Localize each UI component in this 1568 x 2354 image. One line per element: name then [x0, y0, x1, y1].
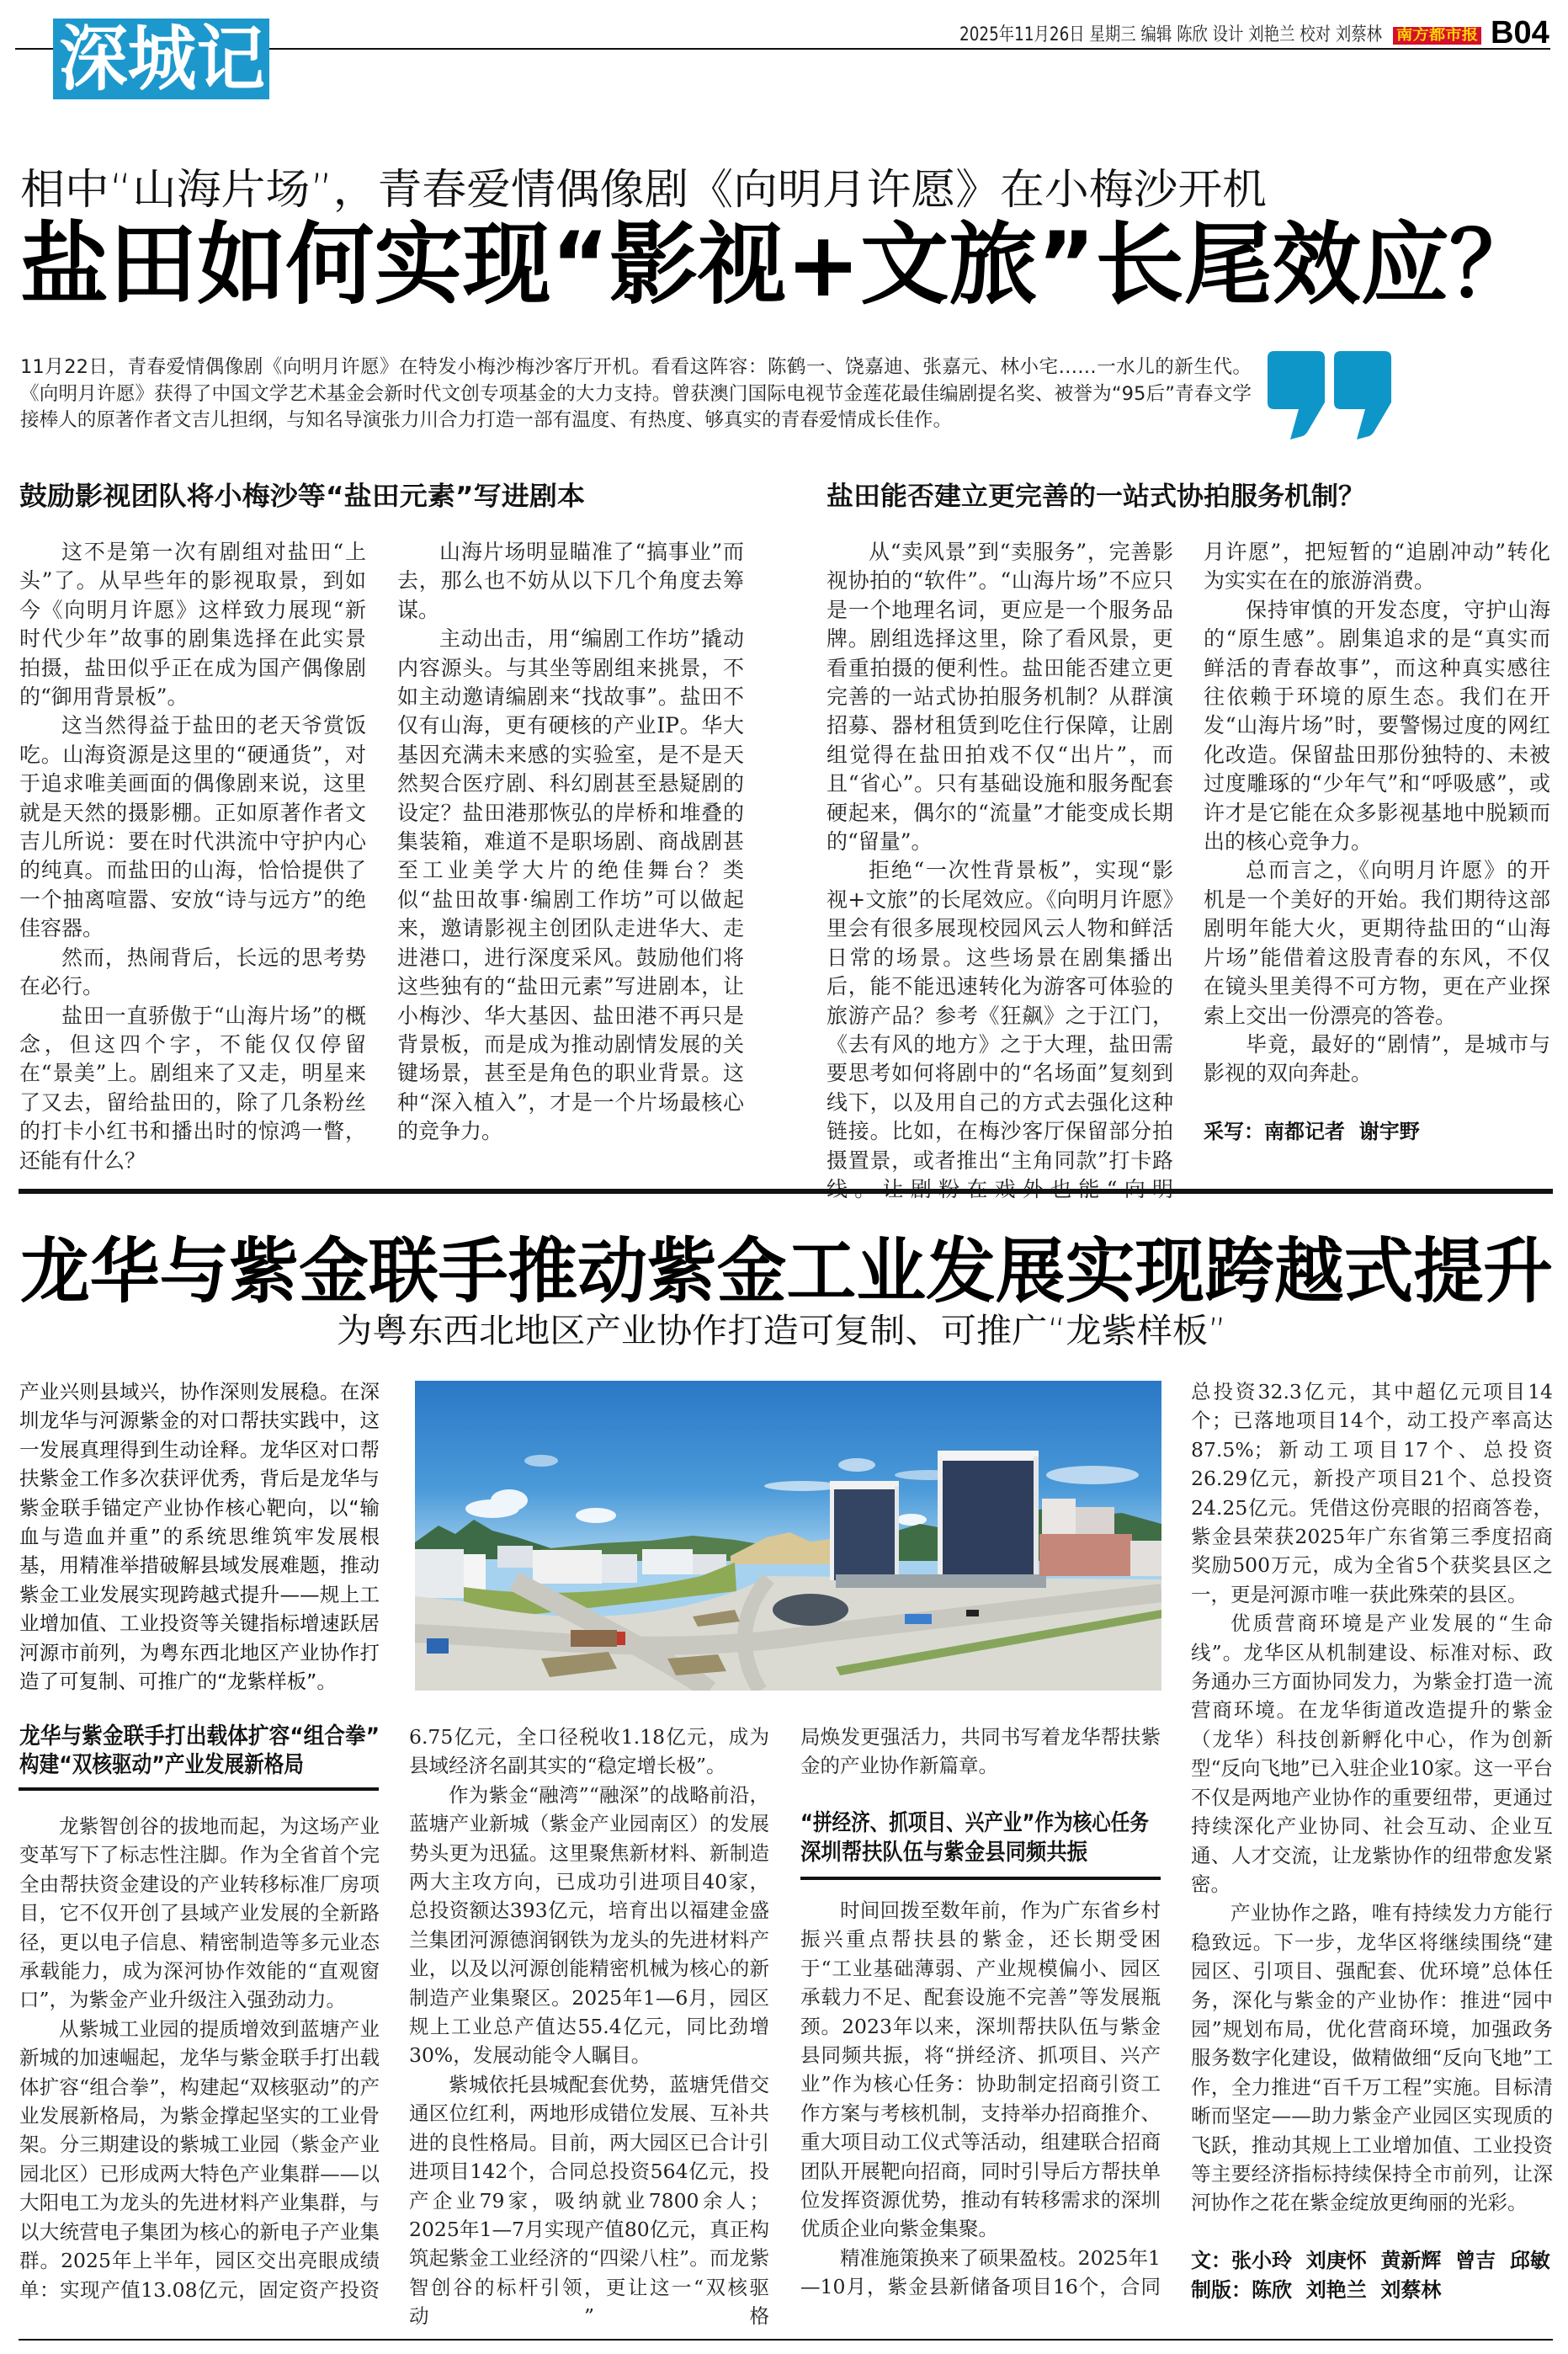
- truck: [427, 1638, 449, 1654]
- tower-right: [941, 1457, 1035, 1584]
- cloud: [524, 1455, 558, 1467]
- subhead-rule: [800, 1877, 1161, 1880]
- tower-left-edge: [895, 1486, 899, 1580]
- newspaper-logo-text: 南方都市报: [1396, 27, 1478, 44]
- cloud: [896, 1514, 927, 1526]
- paragraph-continued: 6.75亿元，全口径税收1.18亿元，成为县域经济名副其实的“稳定增长极”。: [409, 1725, 769, 1778]
- credit-name: 刘蔡林: [1335, 24, 1382, 45]
- tower-left-edge: [830, 1486, 834, 1580]
- article1-byline: 采写：南都记者 谢宇野: [1204, 1120, 1420, 1144]
- article2-headline: 龙华与紫金联手推动紫金工业发展实现跨越式提升: [20, 1229, 1553, 1313]
- paragraph-continued: 总投资32.3亿元，其中超亿元项目14个；已落地项目14个，动工投产率高达87.5%；新动工项目17个、总投资26.29亿元，新投产项目21个、总投资24.25亿元。凭借这份亮眼的招商答卷，紫金县荣获2025年广东省第三季度招商奖励500万元，成为全省5个获奖县区之一，更是河源市唯一获此殊荣的县区。: [1191, 1380, 1553, 1606]
- building: [497, 1546, 533, 1568]
- paragraph: 保持审慎的开发态度，守护山海的“原生感”。剧集追求的是“真实而鲜活的青春故事”，而这种真实感往往依赖于环境的原生态。我们在开发“山海片场”时，要警惕过度的网红化改造。保留盐田那份独特的、未被过度雕琢的“少年气”和“呼吸感”，或许才是它能在众多影视基地中脱颖而出的核心竞争力。: [1204, 597, 1550, 855]
- building: [464, 1554, 486, 1593]
- tower-left-top: [830, 1481, 899, 1489]
- subhead-rule: [19, 1787, 379, 1791]
- building: [533, 1550, 602, 1584]
- article2-column-3: [800, 1723, 1161, 2302]
- cloud: [764, 1481, 840, 1491]
- paragraph: 毕竟，最好的“剧情”，是城市与影视的双向奔赴。: [1204, 1031, 1550, 1086]
- article1-kicker: 相中“山海片场”，青春爱情偶像剧《向明月许愿》在小梅沙开机: [20, 165, 1267, 214]
- paragraph: 然而，热闹背后，长远的思考势在必行。: [19, 945, 366, 999]
- subhead-line: 深圳帮扶队伍与紫金县同频共振: [800, 1839, 1087, 1866]
- paragraph: 总而言之，《向明月许愿》的开机是一个美好的开始。我们期待这部剧明年能大火，更期待盐田的“山海片场”能借着这股青春的东风，不仅在镜头里美得不可方物，更在产业探索上交出一份漂亮的答卷。: [1204, 858, 1550, 1028]
- paragraph: 时间回拨至数年前，作为广东省乡村振兴重点帮扶县的紫金，还长期受困于“工业基础薄弱、产业规模偏小、园区承载力不足、配套设施不完善”等发展瓶颈。2023年以来，深圳帮扶队伍与紫金县同频共振，将“拼经济、抓项目、兴产业”作为核心任务：协助制定招商引资工作方案与考核机制，支持举办招商推介、重大项目动工仪式等活动，组建联合招商团队开展靶向招商，同时引导后方帮扶单位发挥资源优势，推动有转移需求的深圳优质企业向紫金集聚。: [800, 1899, 1161, 2241]
- byline-layout: 制版：陈欣 刘艳兰 刘蔡林: [1191, 2277, 1442, 2302]
- credit-role: 设计: [1212, 24, 1244, 45]
- article2-subhead-2: [800, 1809, 1161, 1867]
- subhead-line: 构建“双核驱动”产业发展新格局: [19, 1752, 304, 1779]
- paragraph-continued: 局焕发更强活力，共同书写着龙华帮扶紫金的产业协作新篇章。: [800, 1725, 1161, 1778]
- credit-name: 陈欣: [1177, 24, 1208, 45]
- building: [642, 1549, 693, 1574]
- paragraph: 优质营商环境是产业发展的“生命线”。龙华区从机制建设、标准对标、政务通办三方面协同发力，为紫金打造一流营商环境。在龙华街道改造提升的紫金（龙华）科技创新孵化中心，作为创新型“反向飞地”已入驻企业10家。这一平台不仅是两地产业协作的重要纽带，更通过持续深化产业协同、社会互动、企业互通、人才交流，让龙紫协作的纽带愈发紧密。: [1191, 1611, 1553, 1896]
- photo-pond: [773, 1594, 848, 1626]
- article2-subtitle: 为粤东西北地区产业协作打造可复制、可推广“龙紫样板”: [337, 1312, 1226, 1350]
- section-badge: [53, 19, 269, 99]
- article1-subhead-2: 盐田能否建立更完善的一站式协拍服务机制？: [827, 482, 1365, 512]
- credit-name: 刘艳兰: [1248, 24, 1295, 45]
- cloud: [1046, 1466, 1139, 1484]
- cloud: [576, 1508, 616, 1523]
- newspaper-logo: [1393, 27, 1481, 45]
- tower-right-edge: [938, 1457, 943, 1584]
- article1-subhead-1: 鼓励影视团队将小梅沙等“盐田元素”写进剧本: [19, 482, 585, 512]
- byline-writers: 文：张小玲 刘庚怀 黄新辉 曾吉 邱敏: [1191, 2249, 1550, 2273]
- paragraph: 拒绝“一次性背景板”，实现“影视+文旅”的长尾效应。《向明月许愿》里会有很多展现校园风云人物和鲜活日常的场景。这些场景在剧集播出后，能不能迅速转化为游客可体验的旅游产品？参考《狂飙》之于江门，《去有风的地方》之于大理，盐田需要思考如何将剧中的“名场面”复刻到线下，以及用自己的方式去强化这种链接。比如，在梅沙客厅保留部分拍摄置景，或者推出“主角同款”打卡路: [827, 858, 1173, 1173]
- article1-headline: 盐田如何实现“影视+文旅”长尾效应？: [20, 213, 1538, 317]
- car: [966, 1610, 979, 1616]
- page-bottom-rule: [19, 2339, 1553, 2341]
- article-divider: [19, 1189, 1553, 1194]
- paragraph-continued: 月许愿”，把短暂的“追剧冲动”转化为实实在在的旅游消费。: [1204, 540, 1550, 594]
- paragraph: 紫城依托县城配套优势，蓝塘凭借交通区位红利，两地形成错位发展、互补共进的良性格局。目前，两大园区已合计引进项目142个，合同总投资564亿元，投产企业79家，吸纳就业7800余人；2025年1—7月实现产值80亿元，真正构筑起紫金工业经济的“四梁八柱”。而龙紫智创谷的标杆引领，更让这一“双核驱动”格: [409, 2072, 769, 2329]
- paragraph: 产业协作之路，唯有持续发力方能行稳致远。下一步，龙华区将继续围绕“建园区、引项目、强配套、优环境”总体任务，深化与紫金的产业协作：推进“园中园”规划布局，优化营商环境，加强政务服务数字化建设，做精做细“反向飞地”工作，全力推进“百千万工程”实施。目标清晰而坚定——助力紫金产业园区实现质的飞跃，推动其规上工业增加值、工业投资等主要经济指标持续保持全市前列，让深河协作之花在紫金绽放更绚丽的光彩。: [1191, 1901, 1553, 2215]
- article2-subhead-1: [19, 1723, 380, 1781]
- tower-right-top: [938, 1451, 1039, 1461]
- subhead-line: “拼经济、抓项目、兴产业”作为核心任务: [800, 1810, 1149, 1837]
- truck-cab: [617, 1632, 625, 1645]
- tower-left: [832, 1486, 896, 1580]
- cloud: [838, 1458, 875, 1472]
- quote-mark-right: [1334, 351, 1391, 439]
- paragraph: 龙紫智创谷的拔地而起，为这场产业变革写下了标志性注脚。作为全省首个完全由帮扶资金建设的产业转移标准厂房项目，它不仅开创了县域产业发展的全新路径，更以电子信息、精密制造等多元业态承载能力，成为深河协作效能的“直观窗口”，为紫金产业升级注入强劲动力。: [19, 1814, 380, 2012]
- article2-lead: 产业兴则县域兴，协作深则发展稳。在深圳龙华与河源紫金的对口帮扶实践中，这一发展真理得到生动诠释。龙华区对口帮扶紫金工作多次获评优秀，背后是龙华与紫金联手锚定产业协作核心靶向，以“输血与造血并重”的系统思维筑牢发展根基，用精准举措破解县域发展难题，推动紫金工业发展实现跨越式提升——规上工业增加值、工业投资等关键指标增速跃居河源市前列，为粤东西北地区产业协作打造了可复制、可推广的“龙紫样板”。: [19, 1380, 380, 1694]
- bus: [905, 1614, 932, 1624]
- credit-role: 校对: [1300, 24, 1331, 45]
- section-title: 深城记: [59, 19, 265, 99]
- industrial-park-photo: [415, 1381, 1161, 1691]
- issue-date: 2025年11月26日: [959, 24, 1085, 45]
- quote-mark-left: [1268, 351, 1325, 439]
- paragraph: 这当然得益于盐田的老天爷赏饭吃。山海资源是这里的“硬通货”，对于追求唯美画面的偶像剧来说，这里就是天然的摄影棚。正如原著作者文吉儿所说：要在时代洪流中守护内心的纯真。而盐田的山海，恰恰提供了一个抽离喧嚣、安放“诗与远方”的绝佳容器。: [19, 713, 366, 941]
- subhead-line: 龙华与紫金联手打出载体扩容“组合拳”: [19, 1723, 380, 1750]
- issue-weekday: 星期三: [1089, 24, 1136, 45]
- building: [1039, 1534, 1132, 1576]
- article1-intro: 11月22日，青春爱情偶像剧《向明月许愿》在特发小梅沙梅沙客厅开机。看看这阵容：陈鹤一、饶嘉迪、张嘉元、林小宅……一水儿的新生代。《向明月许愿》获得了中国文学艺术基金会新时代文创专项基金的大力支持。曾获澳门国际电视节金莲花最佳编剧提名奖、被誉为“95后”青春文学接棒人的原著作者文吉儿担纲，与知名导演张力川合力打造一部有温度、有热度、够真实的青春爱情成长佳作。: [20, 356, 1252, 431]
- paragraph: 从“卖风景”到“卖服务”，完善影视协拍的“软件”。“山海片场”不应只是一个地理名词，更应是一个服务品牌。剧组选择这里，除了看风景，更看重拍摄的便利性。盐田能否建立更完善的一站式协拍服务机制？从群演招募、器材租赁到吃住行保障，让剧组觉得在盐田拍戏不仅“出片”，而且“省心”。只有基础设施和服务配套硬起来，偶尔的“流量”才能变成长期的“留量”。: [827, 540, 1173, 855]
- building: [415, 1549, 464, 1598]
- paragraph: 精准施策换来了硕果盈枝。2025年1—10月，紫金县新储备项目16个，合同: [800, 2245, 1161, 2299]
- truck: [571, 1630, 617, 1647]
- article2-byline: [1191, 2246, 1553, 2304]
- article1-column-4: [1204, 538, 1550, 1147]
- building: [1130, 1541, 1161, 1576]
- article2-column-3-body: [800, 1896, 1161, 2302]
- paragraph: 作为紫金“融湾”“融深”的战略前沿，蓝塘产业新城（紫金产业园南区）的发展势头更为迅猛。这里聚焦新材料、新制造两大主攻方向，已成功引进项目40家，总投资额达393亿元，培育出以福建金盛兰集团河源德润钢铁为龙头的先进材料产业，以及以河源创能精密机械为核心的新制造产业集聚区。2025年1—6月，园区规上工业总产值达55.4亿元，同比劲增30%，发展动能令人瞩目。: [409, 1782, 769, 2068]
- paragraph: 山海片场明显瞄准了“搞事业”而去，那么也不妨从以下几个角度去筹谋。: [397, 540, 744, 622]
- closing-quote-icon: [1268, 351, 1391, 439]
- building: [602, 1554, 637, 1583]
- credit-role: 编辑: [1140, 24, 1172, 45]
- article1-column-3: [827, 538, 1173, 1204]
- tower-podium: [836, 1574, 1046, 1588]
- paragraph: 主动出击，用“编剧工作坊”撬动内容源头。与其坐等剧组来挑景，不如主动邀请编剧来“找故事”。盐田不仅有山海，更有硬核的产业IP。华大基因充满未来感的实验室，是不是天然契合医疗剧、科幻剧甚至悬疑剧的设定？盐田港那恢弘的岸桥和堆叠的集装箱，难道不是职场剧、商战剧甚至工业美学大片的绝佳舞台？类似“盐田故事·编剧工作坊”可以做起来，邀请影视主创团队走进华大、走进港口，进行深度采风。鼓励他们将这些独有的“盐田元素”写进剧本，让小梅沙、华大基因、盐田港不再只是背景板，而是成为推动剧情发展的关键场景，甚至是角色的职业背景。这种“深入植入”，才是一个片场最核心的竞争力。: [397, 626, 744, 1144]
- article2-column-4: [1191, 1377, 1553, 2304]
- paragraph: 从紫城工业园的提质增效到蓝塘产业新城的加速崛起，龙华与紫金联手打出载体扩容“组合拳”，构建起“双核驱动”的产业发展新格局，为紫金撑起坚实的工业骨架。分三期建设的紫城工业园（紫金产业园北区）已形成两大特色产业集群——以大阳电工为龙头的先进材料产业集群，与以大统营电子集团为核心的新电子产业集群。2025年上半年，园区交出亮眼成绩单：实现产值13.08亿元，固定资产投资: [19, 2016, 380, 2302]
- article2-column-1: [19, 1812, 380, 2304]
- tower-right-edge: [1034, 1457, 1039, 1584]
- page-number: B04: [1491, 15, 1549, 51]
- article2-column-2: [409, 1723, 769, 2331]
- paragraph: 这不是第一次有剧组对盐田“上头”了。从早些年的影视取景，到如今《向明月许愿》这样致力展现“新时代少年”故事的剧集选择在此实景拍摄，盐田似乎正在成为国产偶像剧的“御用背景板”。: [19, 540, 366, 710]
- article1-column-1: [19, 538, 366, 1175]
- page-meta: [959, 24, 1382, 46]
- paragraph: 盐田一直骄傲于“山海片场”的概念，但这四个字，不能仅仅停留在“景美”上。剧组来了又走，明星来了又去，留给盐田的，除了几条粉丝的打卡小红书和播出时的惊鸿一瞥，还能有什么？: [19, 1003, 366, 1173]
- article1-column-2: [397, 538, 744, 1147]
- cloud: [491, 1489, 528, 1511]
